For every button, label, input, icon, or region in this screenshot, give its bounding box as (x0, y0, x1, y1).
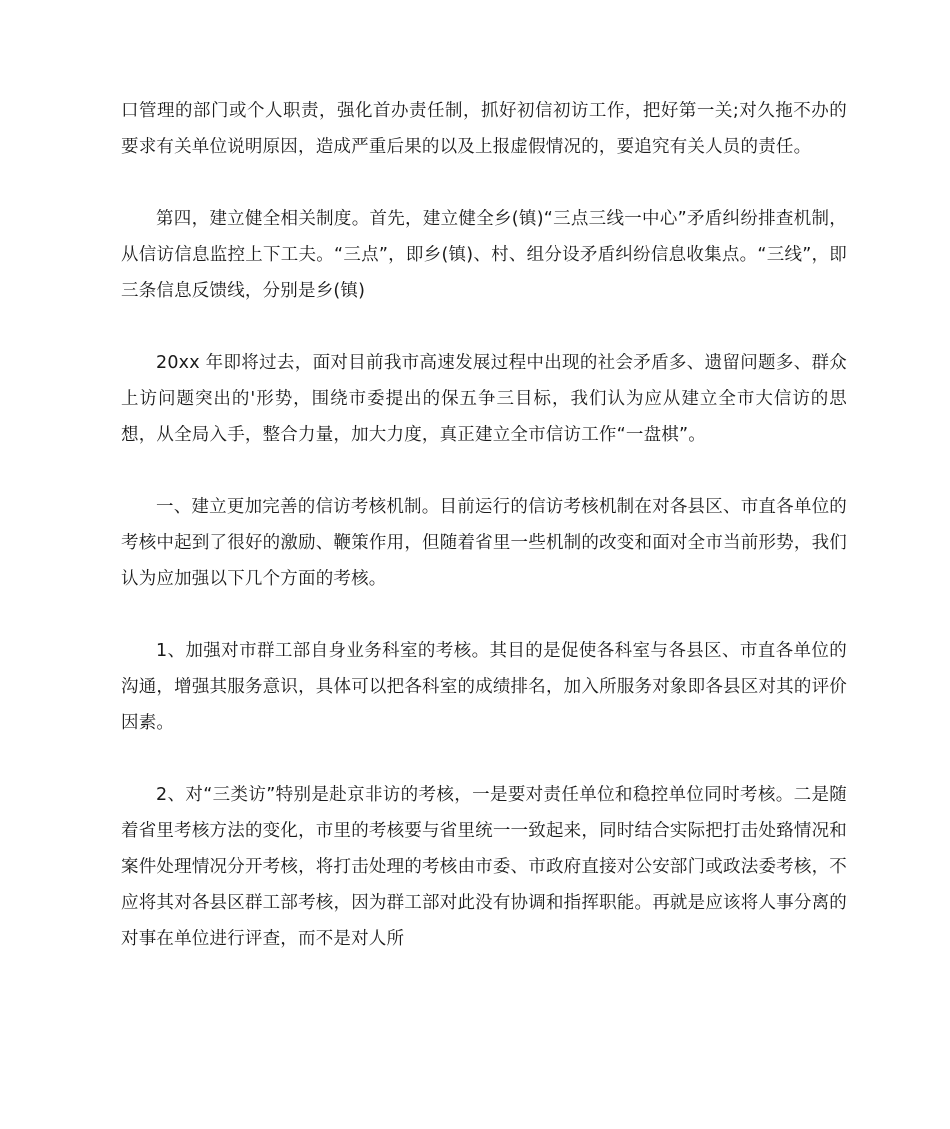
paragraph-1: 口管理的部门或个人职责，强化首办责任制，抓好初信初访工作，把好第一关;对久拖不办的要求有关单位说明原因，造成严重后果的以及上报虚假情况的，要追究有关人员的责任。 (121, 101, 847, 157)
paragraph-6: 2、对“三类访”特别是赴京非访的考核，一是要对责任单位和稳控单位同时考核。二是随着省里考核方法的变化，市里的考核要与省里统一一致起来，同时结合实际把打击处臵情况和案件处理情况分开考核，将打击处理的考核由市委、市政府直接对公安部门或政法委考核，不应将其对各县区群工部考核，因为群工部对此没有协调和指挥职能。再就是应该将人事分离的对事在单位进行评查，而不是对人所 (121, 785, 847, 949)
paragraph-5: 1、加强对市群工部自身业务科室的考核。其目的是促使各科室与各县区、市直各单位的沟通，增强其服务意识，具体可以把各科室的成绩排名，加入所服务对象即各县区对其的评价因素。 (121, 641, 847, 733)
document-body (121, 93, 847, 993)
paragraph-4: 一、建立更加完善的信访考核机制。目前运行的信访考核机制在对各县区、市直各单位的考核中起到了很好的激励、鞭策作用，但随着省里一些机制的改变和面对全市当前形势，我们认为应加强以下几个方面的考核。 (121, 497, 847, 589)
paragraph-3: 20xx 年即将过去，面对目前我市高速发展过程中出现的社会矛盾多、遗留问题多、群众上访问题突出的'形势，围绕市委提出的保五争三目标，我们认为应从建立全市大信访的思想，从全局入手，整合力量，加大力度，真正建立全市信访工作“一盘棋”。 (121, 353, 847, 445)
paragraph-2: 第四，建立健全相关制度。首先，建立健全乡(镇)“三点三线一中心”矛盾纠纷排查机制，从信访信息监控上下工夫。“三点”，即乡(镇)、村、组分设矛盾纠纷信息收集点。“三线”，即三条信息反馈线，分别是乡(镇) (121, 209, 847, 301)
